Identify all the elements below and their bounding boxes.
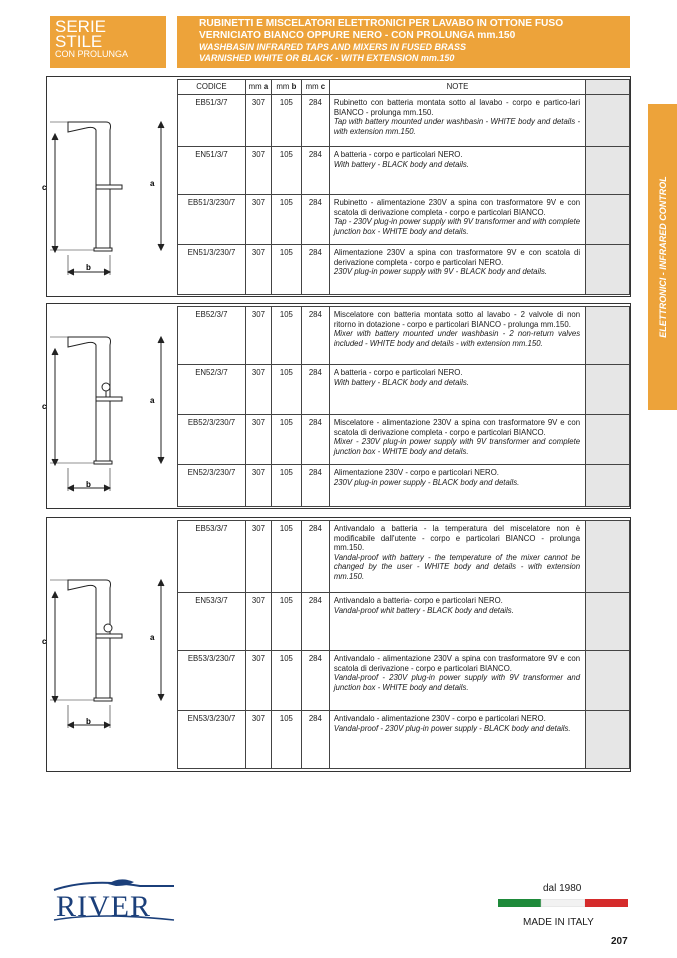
cell-a: 307 — [245, 245, 271, 295]
title-it-2: VERNICIATO BIANCO OPPURE NERO - CON PROLUNGA mm.150 — [199, 30, 516, 41]
table-header-row — [178, 80, 630, 95]
cell-c: 284 — [301, 711, 329, 769]
dim-label-b: b — [86, 480, 91, 489]
made-in-italy-label: MADE IN ITALY — [523, 917, 594, 928]
cell-grey — [586, 147, 630, 195]
table-row — [178, 465, 630, 507]
cell-note: Rubinetto con batteria montata sotto al lavabo - corpo e partico-lari BIANCO - prolunga mm.150. Tap with battery mounted under washbasin - WHITE body and details - with extension mm.150. — [329, 95, 585, 147]
italian-flag-stripe — [498, 899, 628, 907]
cell-code: EB52/3/230/7 — [178, 415, 246, 465]
cell-grey — [586, 711, 630, 769]
dim-label-b: b — [86, 717, 91, 726]
cell-code: EN51/3/7 — [178, 147, 246, 195]
col-mm-c: mm c — [301, 80, 329, 95]
cell-note: Antivandalo - alimentazione 230V - corpo e particolari NERO. Vandal-proof - 230V plug-in power supply - BLACK body and details. — [329, 711, 585, 769]
cell-code: EN53/3/230/7 — [178, 711, 246, 769]
cell-b: 105 — [271, 365, 301, 415]
cell-code: EB51/3/230/7 — [178, 195, 246, 245]
dim-label-b: b — [86, 263, 91, 272]
cell-b: 105 — [271, 651, 301, 711]
table-row — [178, 245, 630, 295]
cell-b: 105 — [271, 147, 301, 195]
cell-a: 307 — [245, 521, 271, 593]
cell-code: EN52/3/7 — [178, 365, 246, 415]
since-label: dal 1980 — [543, 883, 582, 894]
title-en-2: VARNISHED WHITE OR BLACK - WITH EXTENSION mm.150 — [199, 53, 455, 63]
col-mm-a: mm a — [245, 80, 271, 95]
table-row — [178, 415, 630, 465]
cell-c: 284 — [301, 465, 329, 507]
table-row — [178, 147, 630, 195]
cell-a: 307 — [245, 593, 271, 651]
col-extra — [586, 80, 630, 95]
cell-a: 307 — [245, 651, 271, 711]
cell-grey — [586, 365, 630, 415]
cell-a: 307 — [245, 365, 271, 415]
cell-code: EB53/3/7 — [178, 521, 246, 593]
col-mm-b: mm b — [271, 80, 301, 95]
cell-b: 105 — [271, 711, 301, 769]
table-row — [178, 521, 630, 593]
cell-grey — [586, 521, 630, 593]
cell-note: A batteria - corpo e particolari NERO. With battery - BLACK body and details. — [329, 365, 585, 415]
cell-c: 284 — [301, 415, 329, 465]
cell-c: 284 — [301, 593, 329, 651]
cell-grey — [586, 195, 630, 245]
cell-c: 284 — [301, 307, 329, 365]
table-row — [178, 365, 630, 415]
dim-label-c: c — [42, 402, 47, 411]
cell-b: 105 — [271, 593, 301, 651]
cell-code: EB52/3/7 — [178, 307, 246, 365]
cell-c: 284 — [301, 95, 329, 147]
cell-b: 105 — [271, 95, 301, 147]
cell-note: Alimentazione 230V a spina con trasformatore 9V e con scatola di derivazione completa - corpo e particolari NERO. 230V plug-in power supply with 9V - BLACK body and details. — [329, 245, 585, 295]
table-row — [178, 711, 630, 769]
cell-c: 284 — [301, 147, 329, 195]
category-side-tab — [648, 104, 677, 410]
cell-a: 307 — [245, 415, 271, 465]
tap-diagram-1 — [38, 110, 168, 280]
cell-c: 284 — [301, 245, 329, 295]
cell-b: 105 — [271, 307, 301, 365]
title-en-1: WASHBASIN INFRARED TAPS AND MIXERS IN FUSED BRASS — [199, 42, 467, 52]
table-row — [178, 651, 630, 711]
cell-grey — [586, 307, 630, 365]
cell-code: EN53/3/7 — [178, 593, 246, 651]
cell-code: EN51/3/230/7 — [178, 245, 246, 295]
river-logo — [50, 876, 176, 924]
series-line3: CON PROLUNGA — [55, 49, 129, 59]
cell-grey — [586, 245, 630, 295]
dim-label-c: c — [42, 637, 47, 646]
cell-c: 284 — [301, 365, 329, 415]
cell-b: 105 — [271, 521, 301, 593]
product-table-3 — [177, 520, 630, 769]
mixer-diagram-2 — [38, 325, 168, 495]
cell-note: Miscelatore con batteria montata sotto al lavabo - 2 valvole di non ritorno in dotazione - corpo e particolari BIANCO - prolunga mm.150. Mixer with battery mounted under washbasin - 2 non-return valves included - WHITE body and details - with extension mm.150. — [329, 307, 585, 365]
table-row — [178, 307, 630, 365]
table-row — [178, 195, 630, 245]
cell-note: A batteria - corpo e particolari NERO. With battery - BLACK body and details. — [329, 147, 585, 195]
cell-code: EN52/3/230/7 — [178, 465, 246, 507]
cell-note: Antivandalo - alimentazione 230V a spina con trasformatore 9V e con scatola di derivazione - corpo e particolari BIANCO. Vandal-proof - 230V plug-in power supply with 9V transformer and junction box - WHITE body and details. — [329, 651, 585, 711]
cell-grey — [586, 95, 630, 147]
dim-label-a: a — [150, 179, 155, 188]
cell-a: 307 — [245, 147, 271, 195]
cell-grey — [586, 465, 630, 507]
cell-c: 284 — [301, 521, 329, 593]
cell-code: EB53/3/230/7 — [178, 651, 246, 711]
product-table-2 — [177, 306, 630, 507]
dim-label-a: a — [150, 396, 155, 405]
cell-a: 307 — [245, 195, 271, 245]
cell-b: 105 — [271, 245, 301, 295]
cell-b: 105 — [271, 195, 301, 245]
cell-a: 307 — [245, 465, 271, 507]
cell-code: EB51/3/7 — [178, 95, 246, 147]
series-line1: SERIE — [55, 17, 107, 36]
series-line2: STILE — [55, 32, 103, 51]
page-header — [177, 16, 630, 68]
cell-b: 105 — [271, 465, 301, 507]
page-number: 207 — [611, 936, 628, 947]
cell-note: Antivandalo a batteria- corpo e particolari NERO. Vandal-proof whit battery - BLACK body and details. — [329, 593, 585, 651]
dim-label-c: c — [42, 183, 47, 192]
cell-a: 307 — [245, 711, 271, 769]
cell-grey — [586, 415, 630, 465]
cell-a: 307 — [245, 307, 271, 365]
cell-b: 105 — [271, 415, 301, 465]
col-note: NOTE — [329, 80, 585, 95]
cell-grey — [586, 593, 630, 651]
cell-note: Rubinetto - alimentazione 230V a spina con trasformatore 9V e con scatola di derivazione completa - corpo e particolari BIANCO. Tap - 230V plug-in power supply with 9V transformer and with complete junction box - WHITE body and details. — [329, 195, 585, 245]
cell-a: 307 — [245, 95, 271, 147]
table-row — [178, 95, 630, 147]
cell-note: Miscelatore - alimentazione 230V a spina con trasformatore 9V e con scatola di derivazione completa - corpo e particolari BIANCO. Mixer - 230V plug-in power supply with 9V transformer and complete junction box - WHITE body and details. — [329, 415, 585, 465]
product-table-1 — [177, 79, 630, 295]
col-codice: CODICE — [178, 80, 246, 95]
cell-c: 284 — [301, 651, 329, 711]
logo-text: RIVER — [56, 890, 151, 923]
cell-c: 284 — [301, 195, 329, 245]
cell-note: Antivandalo a batteria - la temperatura del miscelatore non è modificabile dall'utente - corpo e particolari BIANCO - prolunga mm.150. Vandal-proof with battery - the temperature of the mixer cannot be changed by the user - WHITE body and details - with extension mm.150. — [329, 521, 585, 593]
cell-note: Alimentazione 230V - corpo e particolari NERO. 230V plug-in power supply - BLACK body and details. — [329, 465, 585, 507]
vandalproof-diagram-3 — [38, 568, 168, 738]
side-tab-label: ELETTRONICI - INFRARED CONTROL — [657, 176, 668, 338]
table-row — [178, 593, 630, 651]
series-badge — [50, 16, 166, 68]
dim-label-a: a — [150, 633, 155, 642]
title-it-1: RUBINETTI E MISCELATORI ELETTRONICI PER LAVABO IN OTTONE FUSO — [199, 18, 564, 29]
cell-grey — [586, 651, 630, 711]
